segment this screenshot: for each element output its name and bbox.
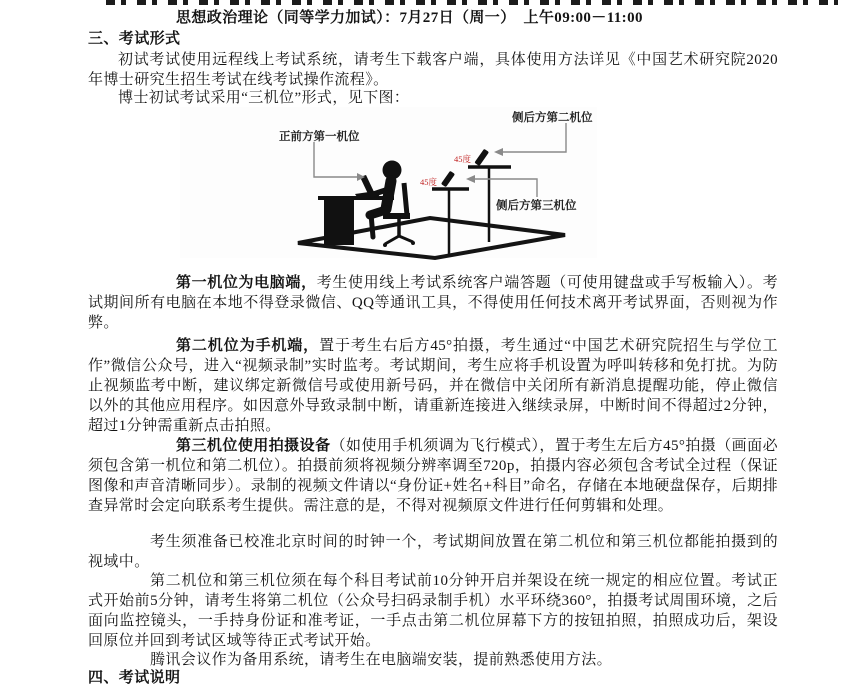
phone-camera-third-icon <box>441 171 455 188</box>
person-shin <box>371 214 373 237</box>
paragraph-three-positions-text: 博士初试考试采用“三机位”形式，见下图： <box>118 90 410 106</box>
clipped-heading-bottom <box>88 668 778 686</box>
paragraph-first-position-lead: 第一机位为电脑端， <box>176 275 317 291</box>
section-heading <box>88 29 778 49</box>
connector-third-camera <box>470 179 537 197</box>
phone-camera-second-icon <box>474 149 489 166</box>
label-rear-third-camera: 侧后方第三机位 <box>496 200 577 212</box>
paragraph-three-positions <box>88 88 778 108</box>
camera-setup-diagram <box>180 107 597 258</box>
label-front-first-camera: 正前方第一机位 <box>279 131 360 143</box>
section-heading-text: 三、考试形式 <box>88 31 181 47</box>
chair-backrest <box>404 183 407 215</box>
camera-setup-diagram-svg <box>180 107 597 258</box>
paragraph-second-position <box>88 336 778 436</box>
paragraph-third-position-lead: 第三机位使用拍摄设备 <box>176 438 331 454</box>
connector-first-camera <box>314 142 357 177</box>
paragraph-second-position-lead: 第二机位为手机端， <box>176 338 320 354</box>
paragraph-clock <box>88 532 778 572</box>
angle-label-second: 45度 <box>454 154 472 164</box>
paragraph-third-position-text: （如使用手机须调为飞行模式），置于考生左后方45°拍摄（画面必须包含第一机位和第二机位）。拍摄前须将视频分辨率调至720p，拍摄内容必须包含考试全过程（保证图像和声音清晰同步）。录制的视频文件请以“身份证+姓名+科目”命名，存储在本地硬盘保存，后期排查异常时会定向联系考生提供。需注意的是，不得对视频原文件进行任何剪辑和处理。 <box>88 438 778 514</box>
paragraph-intro <box>88 50 778 90</box>
paragraph-third-position <box>88 436 778 516</box>
paragraph-intro-text: 初试考试使用远程线上考试系统，请考生下载客户端，具体使用方法详见《中国艺术研究院2020年博士研究生招生考试在线考试操作流程》。 <box>88 52 778 88</box>
arrowhead-third-camera <box>466 175 475 183</box>
angle-label-third: 45度 <box>420 177 438 187</box>
paragraph-second-position-text: 置于考生右后方45°拍摄，考生通过“中国艺术研究院招生与学位工作”微信公众号，进入“视频录制”实时监考。考试期间，考生应将手机设置为呼叫转移和免打扰。为防止视频监考中断，建议绑定新微信号或使用新号码，并在微信中关闭所有新消息提醒功能，停止微信以外的其他应用程序。如因意外导致录制中断，请重新连接进入继续录屏，中断时间不得超过2分钟，超过1分钟需重新点击拍照。 <box>88 338 778 434</box>
paragraph-first-position-text: 考生使用线上考试系统客户端答题（可使用键盘或手写板输入）。考试期间所有电脑在本地不得登录微信、QQ等通讯工具，不得使用任何技术离开考试界面，否则视为作弊。 <box>88 275 778 331</box>
clipped-heading-bottom-text: 四、考试说明 <box>88 670 181 686</box>
paragraph-backup-text: 腾讯会议作为备用系统，请考生在电脑端安装，提前熟悉使用方法。 <box>150 652 613 668</box>
chair-base <box>385 236 413 244</box>
schedule-line-text: 思想政治理论（同等学力加试）：7月27日（周一） 上午09:00－11:00 <box>176 10 643 26</box>
desk-pedestal <box>324 200 354 245</box>
schedule-line <box>88 8 778 28</box>
paragraph-clock-text: 考生须准备已校准北京时间的时钟一个，考试期间放置在第二机位和第三机位都能拍摄到的视域中。 <box>88 534 778 570</box>
paragraph-backup <box>88 650 778 670</box>
arrowhead-second-camera <box>494 148 503 156</box>
chair-wheel <box>383 243 387 247</box>
chair-wheel <box>411 241 415 245</box>
clipped-text-top <box>106 0 838 5</box>
connector-second-camera <box>498 123 566 152</box>
paragraph-setup <box>88 571 778 651</box>
paragraph-setup-text: 第二机位和第三机位须在每个科目考试前10分钟开启并架设在统一规定的相应位置。考试正式开始前5分钟，请考生将第二机位（公众号扫码录制手机）水平环绕360°，拍摄考试周围环境，之后面向监控镜头，一手持身份证和准考证，一手点击第二机位屏幕下方的按钮拍照，拍照成功后，架设回原位并回到考试区域等待正式考试开始。 <box>88 573 778 649</box>
label-rear-second-camera: 侧后方第二机位 <box>512 112 593 124</box>
person-torso <box>386 181 391 209</box>
paragraph-first-position <box>88 273 778 333</box>
